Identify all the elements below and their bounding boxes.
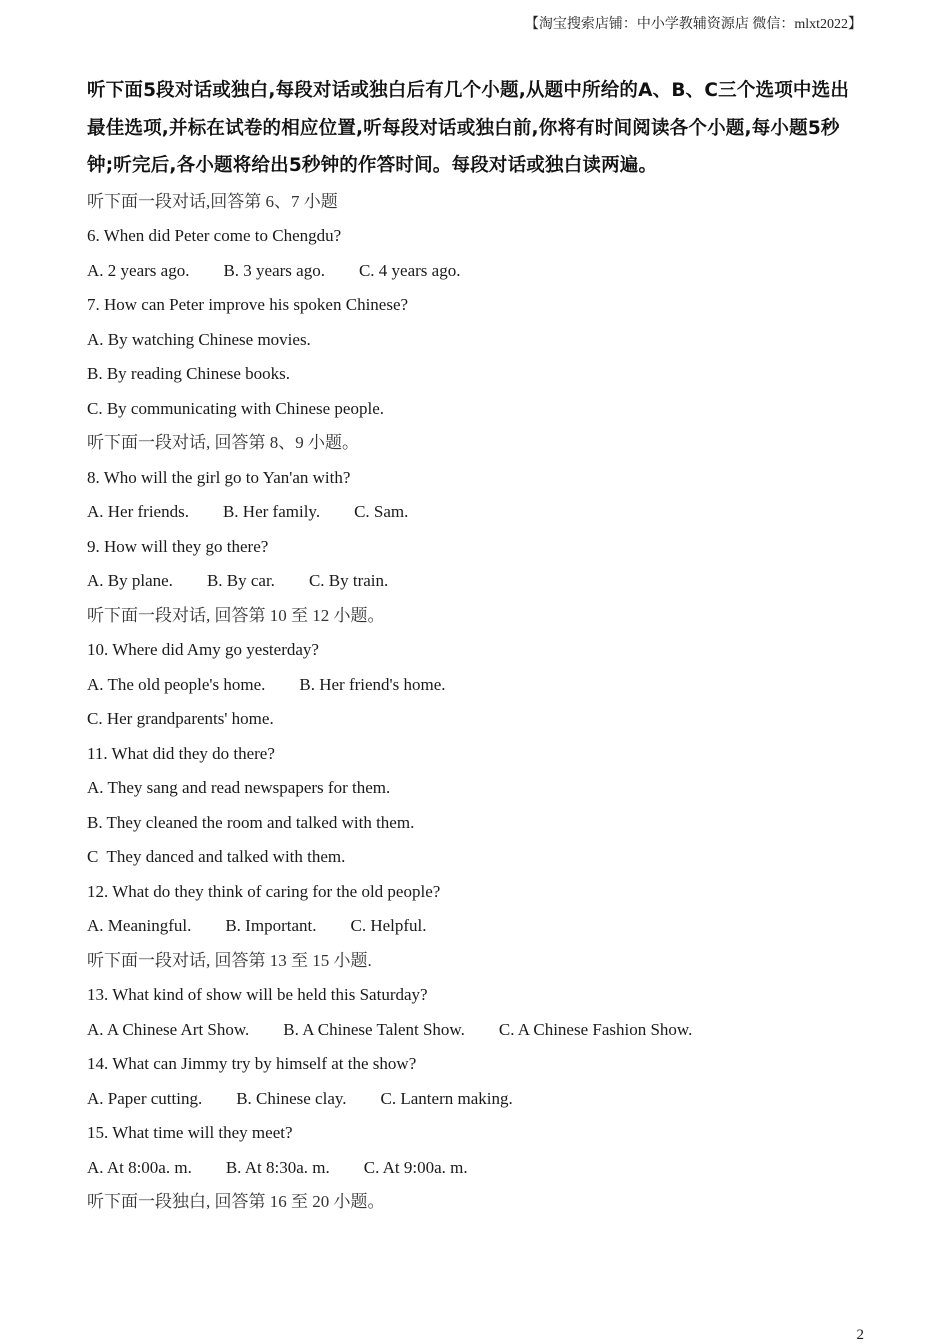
question-stem: 12. What do they think of caring for the old people? bbox=[87, 881, 441, 901]
option: B. Her family. bbox=[222, 502, 321, 521]
exam-content bbox=[87, 72, 857, 1220]
option: C. A Chinese Fashion Show. bbox=[498, 1019, 693, 1039]
option: A. The old people's home. bbox=[87, 674, 266, 694]
option-row bbox=[87, 564, 857, 599]
option-row bbox=[87, 1082, 857, 1117]
option-row bbox=[87, 909, 857, 944]
option: C. At 9:00a. m. bbox=[363, 1157, 468, 1177]
option: B. Chinese clay. bbox=[236, 1088, 347, 1108]
question-stem: 8. Who will the girl go to Yan'an with? bbox=[87, 467, 351, 487]
option: C. Sam. bbox=[354, 502, 409, 521]
option-row bbox=[87, 668, 857, 703]
option-row bbox=[87, 1013, 857, 1048]
option: C They danced and talked with them. bbox=[87, 847, 346, 866]
question-stem: 6. When did Peter come to Chengdu? bbox=[87, 226, 342, 245]
option: B. Important. bbox=[225, 916, 317, 935]
option: B. They cleaned the room and talked with them. bbox=[87, 812, 415, 832]
option: B. 3 years ago. bbox=[223, 260, 325, 280]
option: B. Her friend's home. bbox=[299, 674, 446, 694]
option: A. 2 years ago. bbox=[87, 260, 190, 280]
option-row bbox=[87, 1151, 857, 1186]
option: A. By watching Chinese movies. bbox=[87, 329, 311, 349]
section-heading: 听下面一段对话,回答第 6、7 小题 bbox=[87, 191, 338, 211]
option: C. Helpful. bbox=[350, 916, 427, 935]
section-heading: 听下面一段对话, 回答第 13 至 15 小题. bbox=[87, 950, 372, 970]
question-stem: 13. What kind of show will be held this Saturday? bbox=[87, 985, 428, 1004]
option: C. By communicating with Chinese people. bbox=[87, 398, 384, 418]
option: B. At 8:30a. m. bbox=[225, 1157, 330, 1177]
option: B. By reading Chinese books. bbox=[87, 364, 291, 383]
section-heading: 听下面一段独白, 回答第 16 至 20 小题。 bbox=[87, 1192, 385, 1211]
option: A. They sang and read newspapers for them. bbox=[87, 778, 391, 797]
option: A. A Chinese Art Show. bbox=[87, 1019, 250, 1039]
question-stem: 10. Where did Amy go yesterday? bbox=[87, 640, 319, 659]
option: A. Her friends. bbox=[87, 502, 189, 521]
option: A. Meaningful. bbox=[87, 916, 192, 935]
option-row bbox=[87, 495, 857, 530]
option: C. 4 years ago. bbox=[358, 260, 461, 280]
question-stem: 15. What time will they meet? bbox=[87, 1123, 293, 1142]
option: A. At 8:00a. m. bbox=[87, 1157, 192, 1177]
page-number: 2 bbox=[856, 1327, 864, 1343]
question-stem: 14. What can Jimmy try by himself at the show? bbox=[87, 1054, 417, 1073]
page-header: 【淘宝搜索店铺：中小学教辅资源店 微信：mlxt2022】 bbox=[524, 17, 862, 32]
option: C. By train. bbox=[308, 571, 389, 590]
section-heading: 听下面一段对话, 回答第 8、9 小题。 bbox=[87, 433, 359, 452]
listening-instructions: 听下面5段对话或独白,每段对话或独白后有几个小题,从题中所给的A、B、C三个选项中选出最佳选项,并标在试卷的相应位置,听每段对话或独白前,你将有时间阅读各个小题,每小题5秒钟;听完后,各小题将给出5秒钟的作答时间。每段对话或独白读两遍。 bbox=[87, 80, 850, 176]
question-stem: 9. How will they go there? bbox=[87, 536, 269, 556]
question-stem: 7. How can Peter improve his spoken Chinese? bbox=[87, 295, 409, 314]
option: C. Lantern making. bbox=[380, 1088, 513, 1108]
option: A. Paper cutting. bbox=[87, 1088, 203, 1108]
option: C. Her grandparents' home. bbox=[87, 709, 274, 728]
option: B. By car. bbox=[206, 571, 275, 590]
question-stem: 11. What did they do there? bbox=[87, 743, 275, 763]
option: A. By plane. bbox=[87, 571, 173, 590]
section-heading: 听下面一段对话, 回答第 10 至 12 小题。 bbox=[87, 605, 385, 625]
option: B. A Chinese Talent Show. bbox=[283, 1019, 465, 1039]
option-row bbox=[87, 254, 857, 289]
